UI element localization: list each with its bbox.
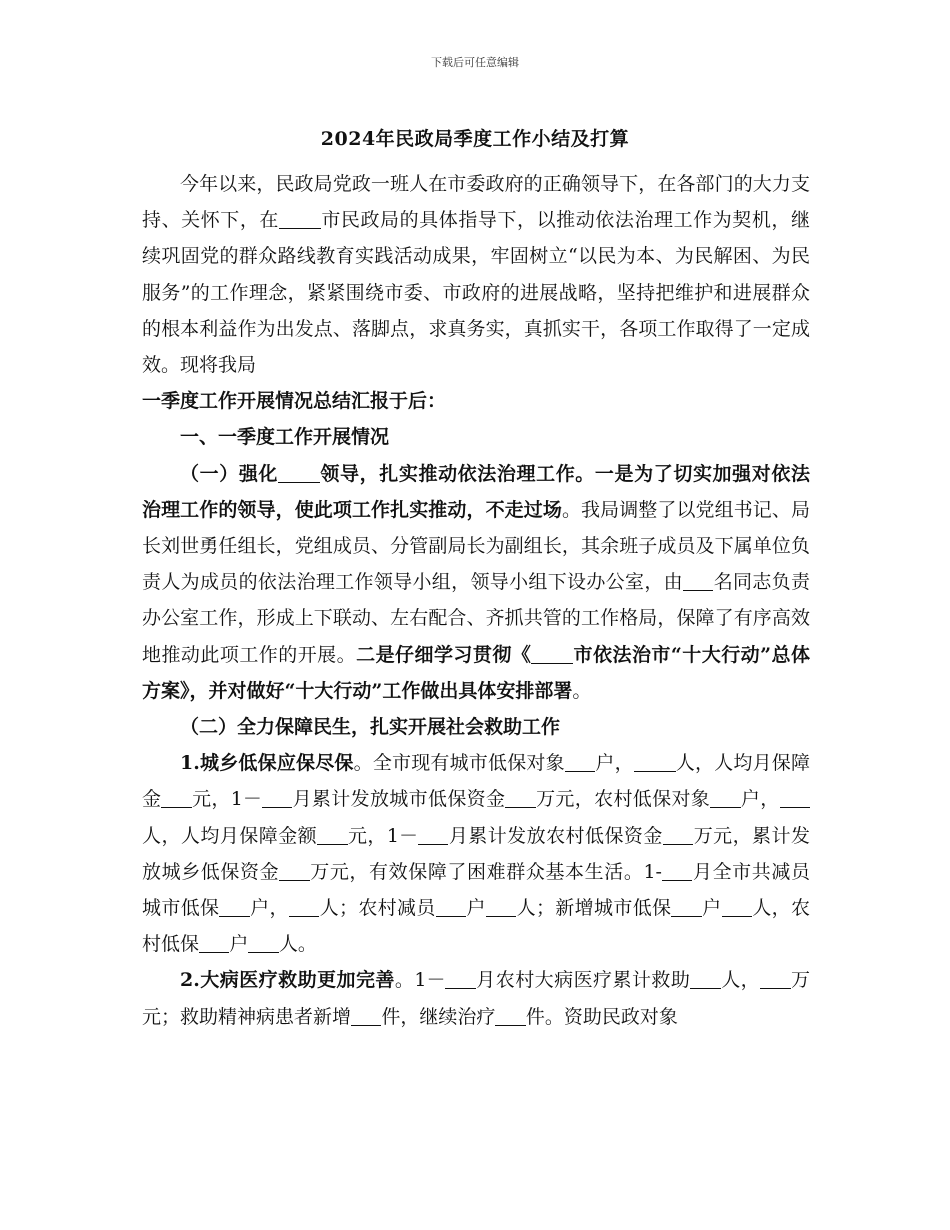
blank xyxy=(289,896,319,917)
text-run: 万元，有效保障了困难群众基本生活。1- xyxy=(309,860,662,883)
text-run: 户， xyxy=(249,897,289,920)
blank xyxy=(445,969,475,990)
text-run: 人；农村减员 xyxy=(319,897,436,920)
text-run: 人，农村低保 xyxy=(142,897,810,956)
blank xyxy=(780,788,810,809)
text-run: 人。 xyxy=(278,933,317,956)
text-run: 人；新增城市低保 xyxy=(516,897,672,920)
text-run: 人， xyxy=(720,969,761,992)
text-run: 户 xyxy=(466,897,486,920)
blank xyxy=(199,932,229,953)
blank xyxy=(505,788,535,809)
text-run: 月累计发放城市低保资金 xyxy=(292,788,506,811)
heading-2: （二）全力保障民生，扎实开展社会救助工作 xyxy=(180,716,561,739)
blank xyxy=(760,969,790,990)
text-run: 月累计发放农村低保资金 xyxy=(448,824,663,847)
blank xyxy=(436,896,466,917)
text-run: 人，人均月保障金 xyxy=(142,752,810,811)
blank xyxy=(418,824,448,845)
blank xyxy=(662,860,692,881)
text-run: 元，1－ xyxy=(191,788,262,811)
blank xyxy=(710,788,740,809)
item-1-paragraph: 1.城乡低保应保尽保。全市现有城市低保对象 户， 人，人均月保障金 元，1－ 月累计发放城市低保资金 万元，农村低保对象 户，人，人均月保障金额 元，1－ 月累计发放农村低保资金 万元，累计发放城乡低保资金 万元，有效保障了困难群众基本生活。1- 月全市共减员城市低保 户， 人；农村减员 户 人；新增城市低保 户 人，农村低保 户 人。 xyxy=(142,752,810,956)
blank xyxy=(219,896,249,917)
blank xyxy=(634,751,676,772)
blank xyxy=(248,932,278,953)
text-run: 万元，农村低保对象 xyxy=(535,788,711,811)
text-run: 户， xyxy=(740,788,780,811)
text-run: 。全市现有城市低保对象 xyxy=(353,752,565,775)
blank xyxy=(317,824,347,845)
text-run: 万元；救助精神病患者新增 xyxy=(142,969,810,1028)
blank xyxy=(663,824,693,845)
text-run: 人，人均月保障金额 xyxy=(142,824,318,847)
text-run: 元，1－ xyxy=(347,824,418,847)
text-run: 万元，累计发放城乡低保资金 xyxy=(142,824,810,883)
blank xyxy=(262,788,292,809)
blank xyxy=(486,896,516,917)
intro-ending: 一季度工作开展情况总结汇报于后： xyxy=(142,390,447,413)
blank xyxy=(161,788,191,809)
blank xyxy=(279,208,321,229)
section-1-paragraph: （一）强化 领导，扎实推动依法治理工作。一是为了切实加强对依法治理工作的领导，使此项工作扎实推动，不走过场。我局调整了以党组书记、局长刘世勇任组长，党组成员、分管副局长为副组长，其余班子成员及下属单位负责人为成员的依法治理工作领导小组，领导小组下设办公室，由 名同志负责办公室工作，形成上下联动、左右配合、齐抓共管的工作格局，保障了有序高效地推动此项工作的开展。二是仔细学习贯彻《 市依法治市“十大行动”总体方案》，并对做好“十大行动”工作做出具体安排部署。 xyxy=(142,462,810,702)
blank xyxy=(278,462,320,483)
document-body xyxy=(142,166,810,1035)
text-run: 月全市共减员城市低保 xyxy=(142,860,810,920)
item-2-paragraph: 2.大病医疗救助更加完善。1－ 月农村大病医疗累计救助 人， 万元；救助精神病患者新增 件，继续治疗 件。资助民政对象 xyxy=(142,969,810,1028)
item-1-text xyxy=(142,752,810,955)
blank xyxy=(683,570,713,591)
blank xyxy=(351,1005,381,1026)
text-run: 件。资助民政对象 xyxy=(525,1005,678,1028)
header-note: 下载后可任意编辑 xyxy=(431,56,519,69)
blank xyxy=(531,643,573,664)
heading-1: 一、一季度工作开展情况 xyxy=(180,426,390,449)
text-run: 。1－ xyxy=(394,969,446,992)
blank xyxy=(565,751,595,772)
blank xyxy=(495,1005,525,1026)
blank xyxy=(671,896,701,917)
blank xyxy=(690,969,720,990)
text-run: 户 xyxy=(229,933,249,956)
blank xyxy=(722,896,752,917)
blank xyxy=(279,860,309,881)
document-title: 2024年民政局季度工作小结及打算 xyxy=(320,128,630,150)
text-run: 户， xyxy=(595,752,634,775)
text-run: 件，继续治疗 xyxy=(381,1005,496,1028)
intro-paragraph: 今年以来，民政局党政一班人在市委政府的正确领导下，在各部门的大力支持、关怀下，在 市民政局的具体指导下，以推动依法治理工作为契机，继续巩固党的群众路线教育实践活动成果，牢固树立“以民为本、为民解困、为民服务”的工作理念，紧紧围绕市委、市政府的进展战略，坚持把维护和进展群众的根本利益作为出发点、落脚点，求真务实，真抓实干，各项工作取得了一定成效。现将我局 xyxy=(142,173,810,377)
text-run: 月农村大病医疗累计救助 xyxy=(475,969,691,992)
text-run: 户 xyxy=(701,897,722,920)
